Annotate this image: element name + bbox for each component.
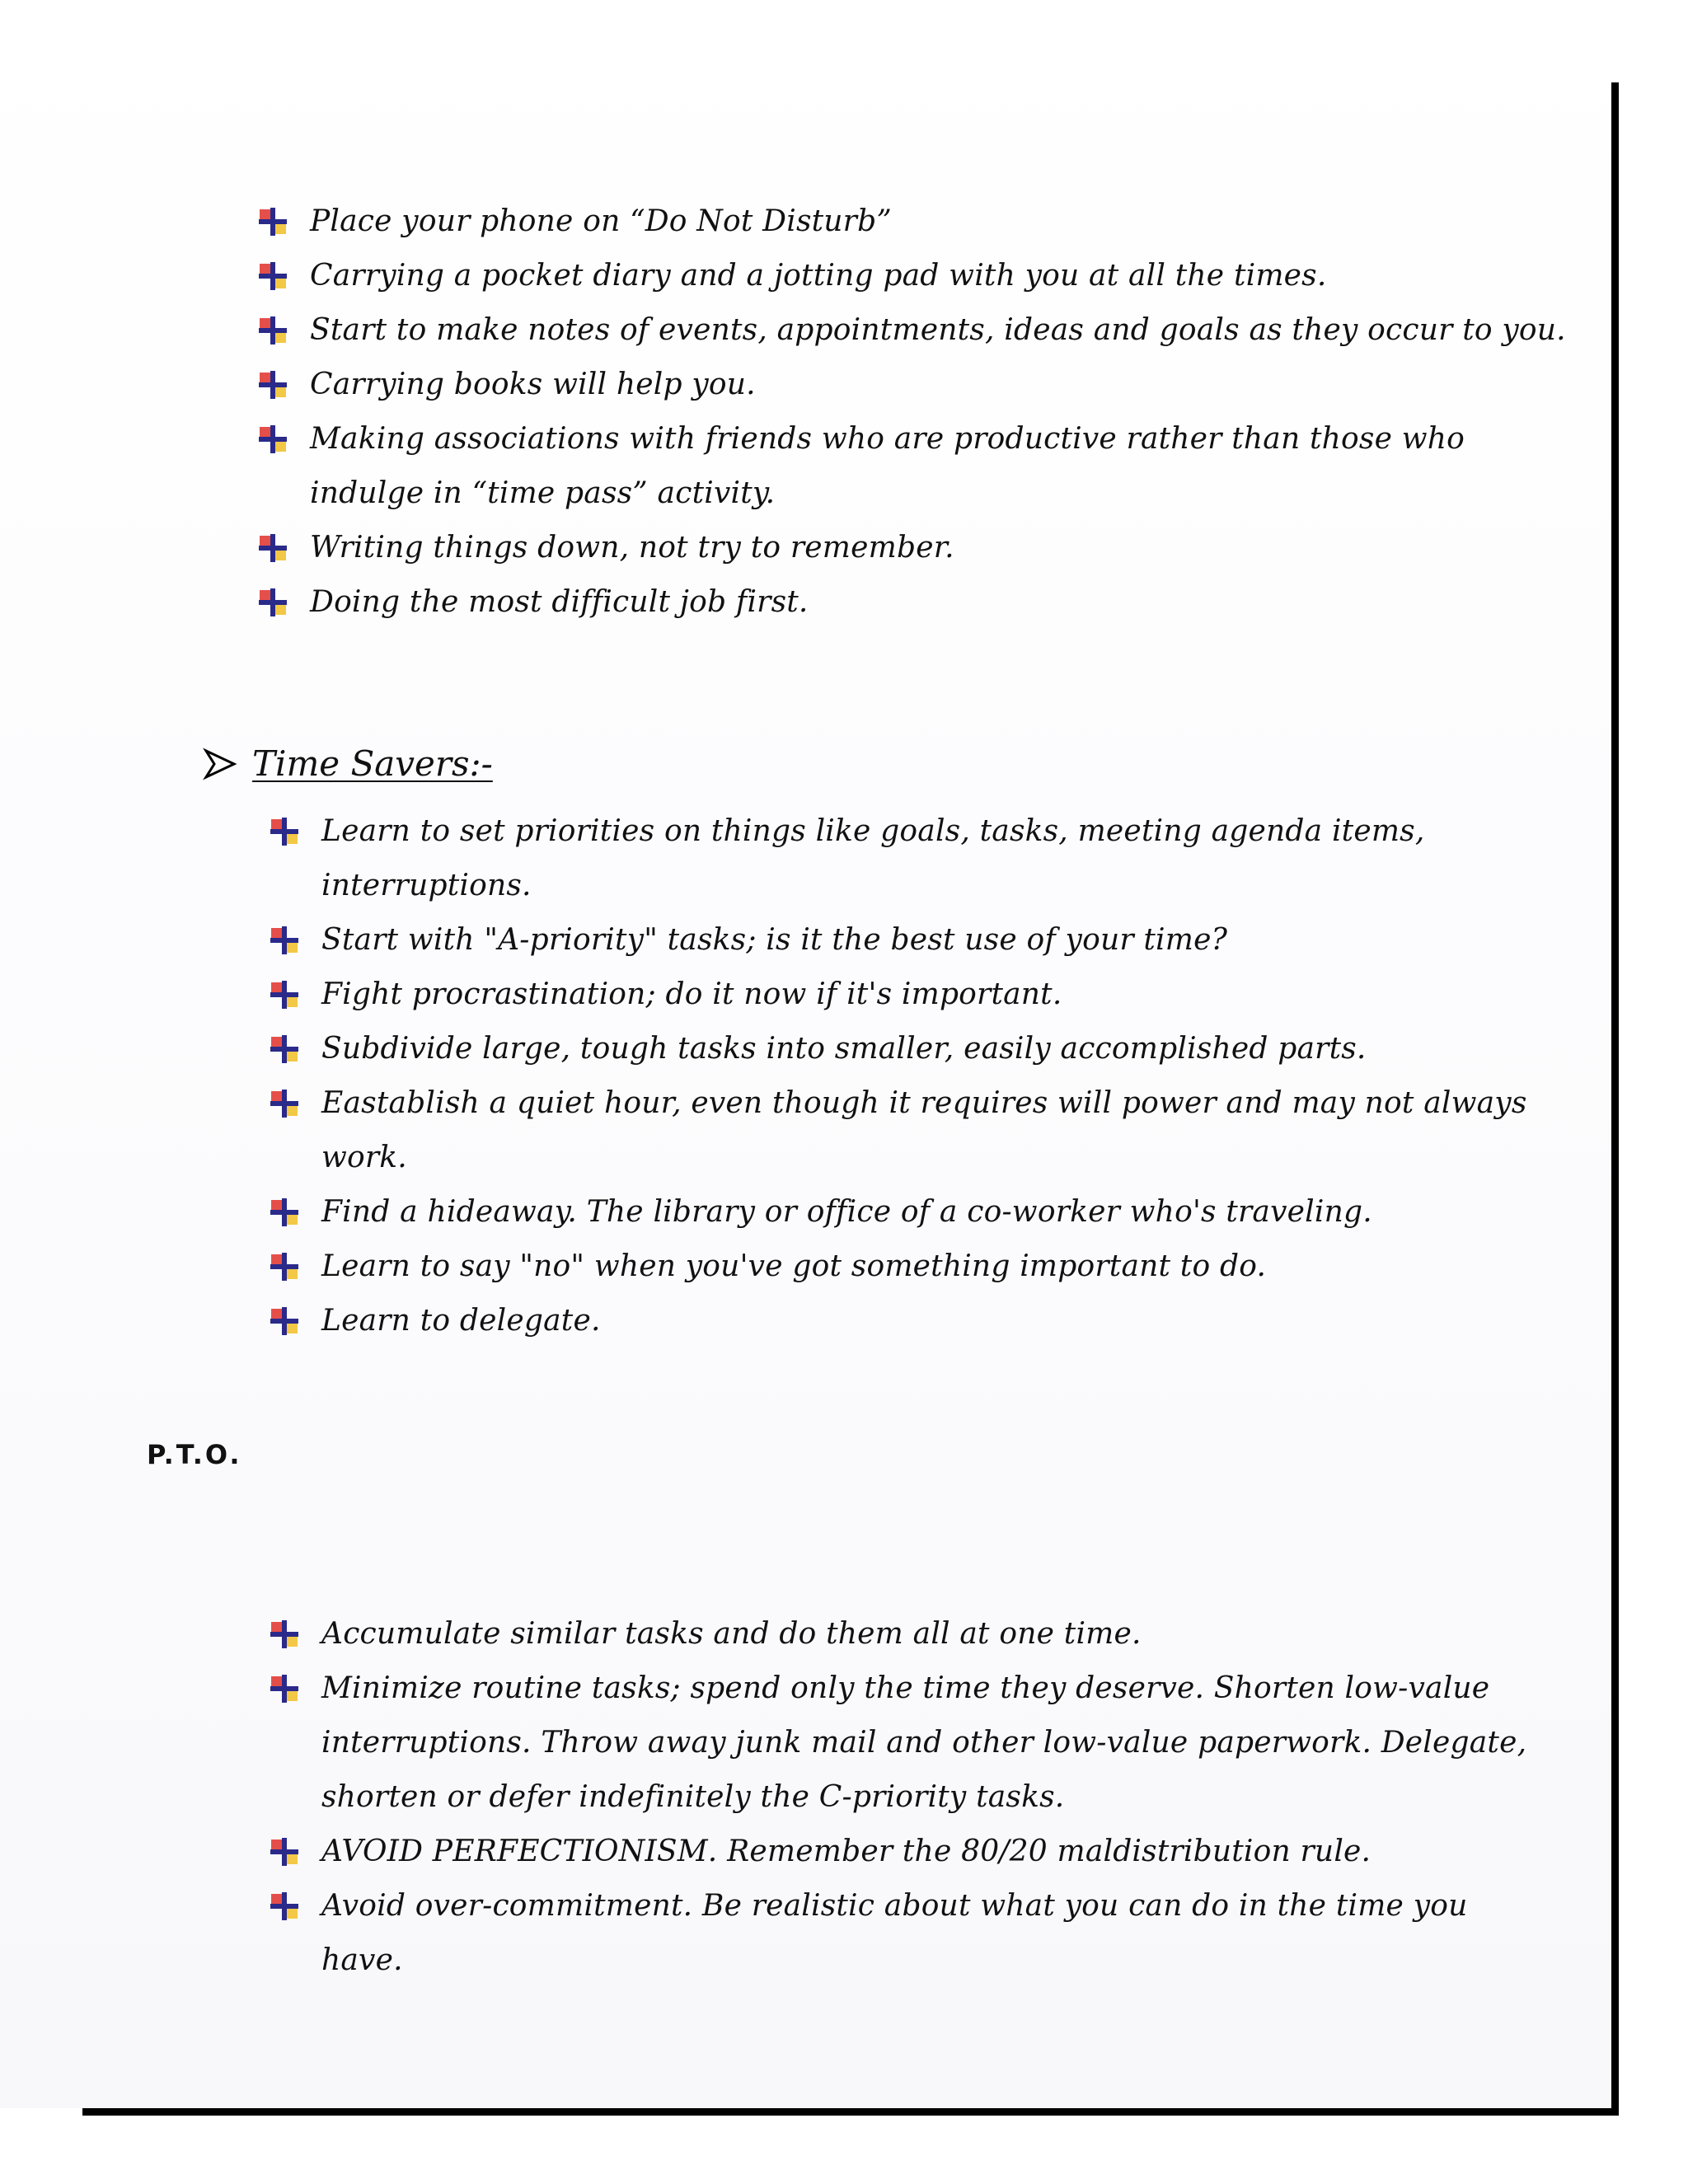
list-item bbox=[269, 804, 1546, 913]
list-item-text: Minimize routine tasks; spend only the time they deserve. Shorten low-value interruptions. Throw away junk mail and other low-value paperwork. Delegate, shorten or defer indefinitely the C-priority tasks. bbox=[321, 1671, 1527, 1814]
plus-bullet-icon bbox=[269, 1619, 300, 1650]
list-item bbox=[257, 358, 1576, 412]
list-item bbox=[269, 1879, 1546, 1988]
list-item bbox=[257, 303, 1576, 358]
plus-bullet-icon bbox=[269, 1033, 300, 1065]
plus-bullet-icon bbox=[269, 816, 300, 847]
list-item-text: Learn to set priorities on things like goals, tasks, meeting agenda items, interruptions. bbox=[321, 814, 1425, 902]
list-item-text: Find a hideaway. The library or office of a co-worker who's traveling. bbox=[321, 1195, 1372, 1229]
tips-list bbox=[257, 194, 1576, 630]
list-item-text: Start with "A-priority" tasks; is it the best use of your time? bbox=[321, 923, 1228, 957]
list-item-text: Subdivide large, tough tasks into smaller, easily accomplished parts. bbox=[321, 1032, 1367, 1066]
list-item bbox=[257, 194, 1576, 249]
list-item bbox=[269, 1661, 1546, 1825]
list-item-text: Eastablish a quiet hour, even though it requires will power and may not always work. bbox=[321, 1086, 1527, 1174]
plus-bullet-icon bbox=[269, 1836, 300, 1868]
plus-bullet-icon bbox=[257, 315, 288, 346]
plus-bullet-icon bbox=[257, 424, 288, 455]
list-item-text: Carrying books will help you. bbox=[310, 368, 756, 401]
time-savers-continued-list bbox=[269, 1607, 1546, 1988]
list-item bbox=[269, 1076, 1546, 1185]
list-item-text: Learn to say "no" when you've got something important to do. bbox=[321, 1249, 1267, 1283]
page-border-right bbox=[1611, 82, 1619, 2115]
plus-bullet-icon bbox=[269, 1305, 300, 1337]
list-item bbox=[269, 1825, 1546, 1879]
list-item bbox=[257, 521, 1576, 575]
list-item-text: Writing things down, not try to remember. bbox=[310, 531, 954, 565]
list-item-text: Fight procrastination; do it now if it's important. bbox=[321, 977, 1062, 1011]
list-item-text: Accumulate similar tasks and do them all at one time. bbox=[321, 1617, 1142, 1651]
plus-bullet-icon bbox=[257, 260, 288, 292]
list-item bbox=[269, 1185, 1546, 1240]
list-item-text: Carrying a pocket diary and a jotting pad with you at all the times. bbox=[310, 259, 1327, 293]
section-heading bbox=[203, 743, 493, 784]
section-heading-text: Time Savers:- bbox=[252, 743, 493, 784]
list-item-text: Start to make notes of events, appointments, ideas and goals as they occur to you. bbox=[310, 313, 1566, 347]
plus-bullet-icon bbox=[269, 1088, 300, 1119]
list-item bbox=[257, 249, 1576, 303]
plus-bullet-icon bbox=[269, 1673, 300, 1704]
pto-label: P.T.O. bbox=[147, 1439, 242, 1470]
list-item-text: AVOID PERFECTIONISM. Remember the 80/20 maldistribution rule. bbox=[321, 1835, 1372, 1868]
list-item bbox=[257, 412, 1576, 521]
plus-bullet-icon bbox=[269, 1251, 300, 1282]
list-item bbox=[269, 968, 1546, 1022]
plus-bullet-icon bbox=[257, 532, 288, 564]
plus-bullet-icon bbox=[257, 587, 288, 618]
plus-bullet-icon bbox=[269, 1197, 300, 1228]
arrow-right-icon bbox=[203, 748, 237, 780]
list-item bbox=[269, 1022, 1546, 1076]
plus-bullet-icon bbox=[257, 206, 288, 237]
list-item bbox=[269, 1240, 1546, 1294]
list-item-text: Learn to delegate. bbox=[321, 1304, 601, 1338]
list-item-text: Making associations with friends who are productive rather than those who indulge in “time pass” activity. bbox=[310, 422, 1465, 510]
list-item-text: Place your phone on “Do Not Disturb” bbox=[310, 204, 892, 238]
page-border-bottom bbox=[82, 2108, 1619, 2116]
plus-bullet-icon bbox=[269, 925, 300, 956]
list-item bbox=[269, 913, 1546, 968]
plus-bullet-icon bbox=[269, 1891, 300, 1922]
list-item bbox=[269, 1607, 1546, 1661]
list-item-text: Avoid over-commitment. Be realistic about what you can do in the time you have. bbox=[321, 1889, 1468, 1977]
plus-bullet-icon bbox=[257, 369, 288, 401]
plus-bullet-icon bbox=[269, 979, 300, 1010]
list-item-text: Doing the most difficult job first. bbox=[310, 585, 809, 619]
list-item bbox=[269, 1294, 1546, 1348]
time-savers-list bbox=[269, 804, 1546, 1348]
list-item bbox=[257, 575, 1576, 630]
